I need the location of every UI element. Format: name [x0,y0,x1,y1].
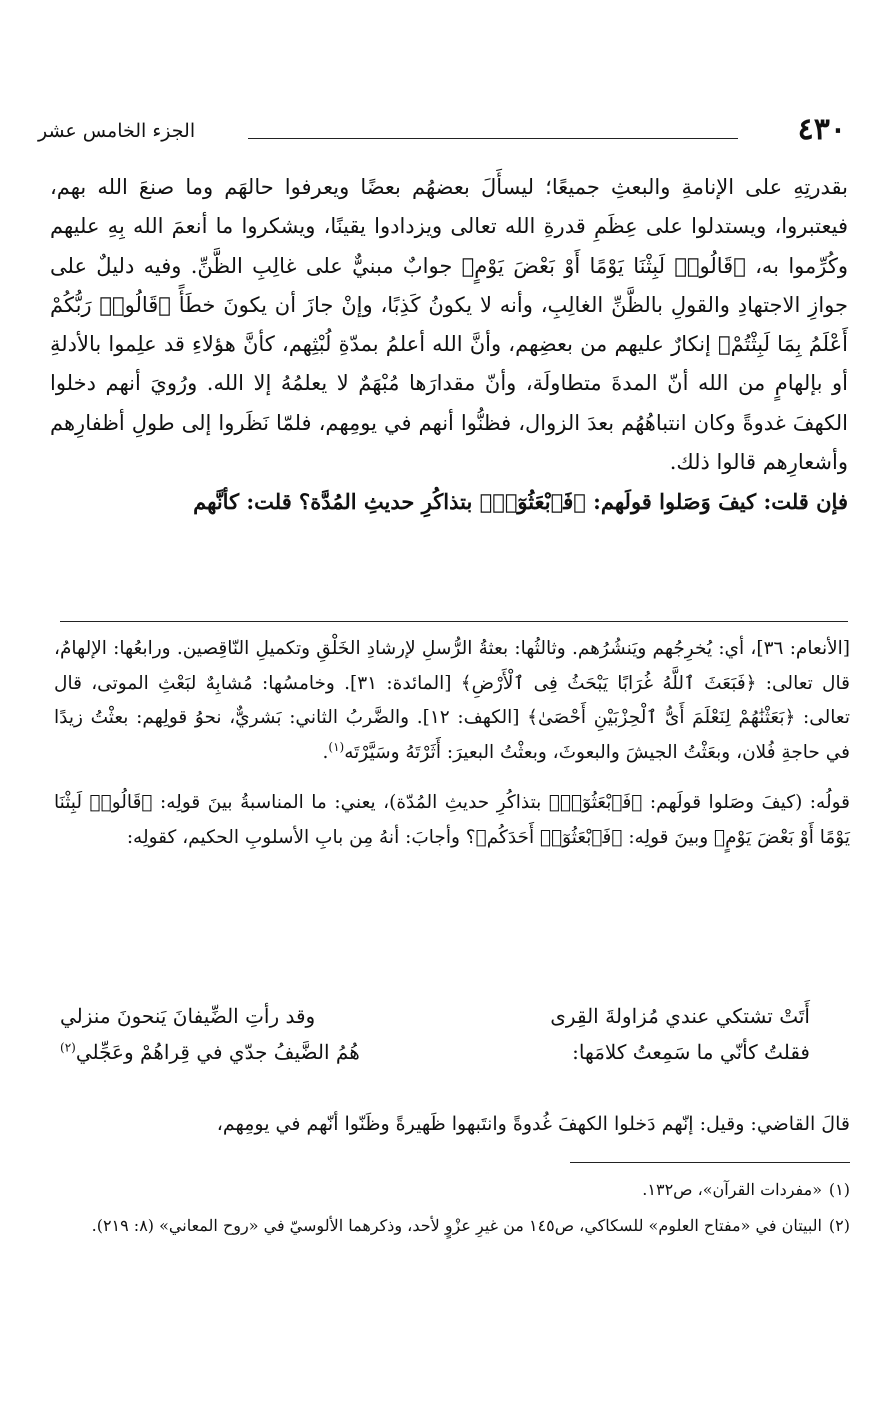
main-text [50,168,848,522]
footnote-text: «مفردات القرآن»، ص١٣٢. [642,1180,822,1199]
footnote-ref-1: (١) [328,739,345,754]
verse-second-hemistich [60,1034,360,1070]
verse-first-hemistich: فقلتُ كأنّي ما سَمِعتُ كلامَها: [572,1040,810,1064]
main-final-line: فإن قلت: كيفَ وَصَلوا قولَهم: ﴿فَٱبْعَثُوٓا۟﴾ بتذاكُرِ حديثِ المُدَّة؟ قلت: كأنَّهم [193,489,848,515]
footnote [60,1210,850,1242]
closing-text [54,1106,850,1142]
commentary-paragraph-2: قولُه: (كيفَ وصَلوا قولَهم: ﴿فَٱبْعَثُوٓا۟﴾ بتذاكُرِ حديثِ المُدّة)، يعني: ما المناسبةُ بينَ قولِه: ﴿قَالُوا۟ لَبِثْنَا يَوْمًا أَوْ بَعْضَ يَوْمٍ﴾ وبينَ قولِه: ﴿فَٱبْعَثُوٓا۟ أَحَدَكُم﴾؟ وأجابَ: أنهُ مِن بابِ الأسلوبِ الحكيم، كقولِه: [54,792,850,848]
verse-row [60,1034,810,1070]
closing-paragraph: قالَ القاضي: وقيل: إنّهم دَخلوا الكهفَ غُدوةً وانتَبهوا ظَهيرةً وظَنّوا أنّهم في يومِهم، [216,1113,850,1135]
commentary-paragraph-1: [الأنعام: ٣٦]، أي: يُخرِجُهم ويَنشُرُهم. وثالثُها: بعثةُ الرُّسلِ لإرشادِ الخَلْقِ وتكميلِ النّاقِصين. ورابعُها: الإلهامُ، قال تعالى: ﴿فَبَعَثَ ٱللَّهُ غُرَابًا يَبْحَثُ فِى ٱلْأَرْضِ﴾ [المائدة: ٣١]. وخامسُها: مُشابِهٌ لبَعْثِ الموتى، قال تعالى: ﴿بَعَثْنَٰهُمْ لِنَعْلَمَ أَىُّ ٱلْحِزْبَيْنِ أَحْصَىٰ﴾ [الكهف: ١٢]. والضَّربُ الثاني: بَشريٌّ، نحوُ قولِهم: بعثْتُ زيدًا في حاجةِ فُلان، وبعَثْتُ الجيشَ والبعوثَ، وبعثْتُ البعيرَ: أَثَرْتَهُ وسَيَّرْتَه$^{(١)}$. [54,638,850,763]
footnote-number: (٢) [828,1216,850,1235]
running-title: الجزء الخامس عشر [38,120,196,142]
footnote-text: البيتان في «مفتاح العلوم» للسكاكي، ص١٤٥ من غيرِ عزْوٍ لأحد، وذكرهما الألوسيّ في «روح المعاني» (٨: ٢١٩). [91,1216,822,1235]
footnote-ref-2: (٢) [60,1040,76,1055]
footnote-number: (١) [828,1180,850,1199]
page-header [38,112,846,152]
verse-second-hemistich: وقد رأتِ الضِّيفانَ يَنحونَ منزلي [60,1004,316,1028]
verse-first-hemistich: أَتَتْ تشتكي عندي مُزاولةَ القِرى [550,1004,810,1028]
header-rule [248,138,738,139]
poetry-verses [60,998,810,1070]
main-divider [60,621,848,622]
commentary-paragraph-1-text: [الأنعام: ٣٦]، أي: يُخرِجُهم ويَنشُرُهم. وثالثُها: بعثةُ الرُّسلِ لإرشادِ الخَلْقِ وتكميلِ النّاقِصين. ورابعُها: الإلهامُ، قال تعالى: ﴿فَبَعَثَ ٱللَّهُ غُرَابًا يَبْحَثُ فِى ٱلْأَرْضِ﴾ [المائدة: ٣١]. وخامسُها: مُشابِهٌ لبَعْثِ الموتى، قال تعالى: ﴿بَعَثْنَٰهُمْ لِنَعْلَمَ أَىُّ ٱلْحِزْبَيْنِ أَحْصَىٰ﴾ [الكهف: ١٢]. والضَّربُ الثاني: بَشريٌّ، نحوُ قولِهم: بعثْتُ زيدًا في حاجةِ فُلان، وبعَثْتُ الجيشَ والبعوثَ، وبعثْتُ البعيرَ: أَثَرْتَهُ وسَيَّرْتَه [54,638,850,763]
footnote [60,1174,850,1206]
page-number: ٤٣٠ [797,112,846,147]
verse-row [60,998,810,1034]
commentary [54,632,850,855]
main-paragraph: بقدرتِهِ على الإنامةِ والبعثِ جميعًا؛ ليسأَلَ بعضهُم بعضًا ويعرفوا حالهَم وما صنعَ الله بهم، فيعتبروا، ويستدلوا على عِظَمِ قدرةِ الله تعالى ويزدادوا يقينًا، ويشكروا ما أنعمَ الله بِهِ عليهم وكُرِّموا به، ﴿قَالُوا۟ لَبِثْنَا يَوْمًا أَوْ بَعْضَ يَوْمٍ﴾ جوابٌ مبنيٌّ على غالِبِ الظَّنِّ. وفيه دليلٌ على جوازِ الاجتهادِ والقولِ بالظَّنِّ الغالِبِ، وأنه لا يكونُ كَذِبًا، وإنْ جازَ أن يكونَ خطَأً ﴿قَالُوا۟ رَبُّكُمْ أَعْلَمُ بِمَا لَبِثْتُمْ﴾ إنكارٌ عليهم من بعضِهم، وأنَّ الله أعلمُ بمدّةِ لُبْثِهم، كأنَّ هؤلاءِ قد علِموا بالأدلةِ أو بإلهامٍ من الله أنّ المدةَ متطاولَة، وأنّ مقدارَها مُبْهَمٌ لا يعلمُهُ إلا الله. ورُويَ أنهم دخلوا الكهفَ غدوةً وكان انتباهُهُم بعدَ الزوال، فظنُّوا أنهم في يومِهم، فلمّا نَظَروا إلى طولِ أظفارِهم وأشعارِهم قالوا ذلك. [50,175,848,475]
footnotes [60,1174,850,1242]
footnote-rule [570,1162,850,1163]
verse-second-hemistich-text: هُمُ الضَّيفُ جدّي في قِراهُمْ وعَجِّلي [75,1040,360,1064]
